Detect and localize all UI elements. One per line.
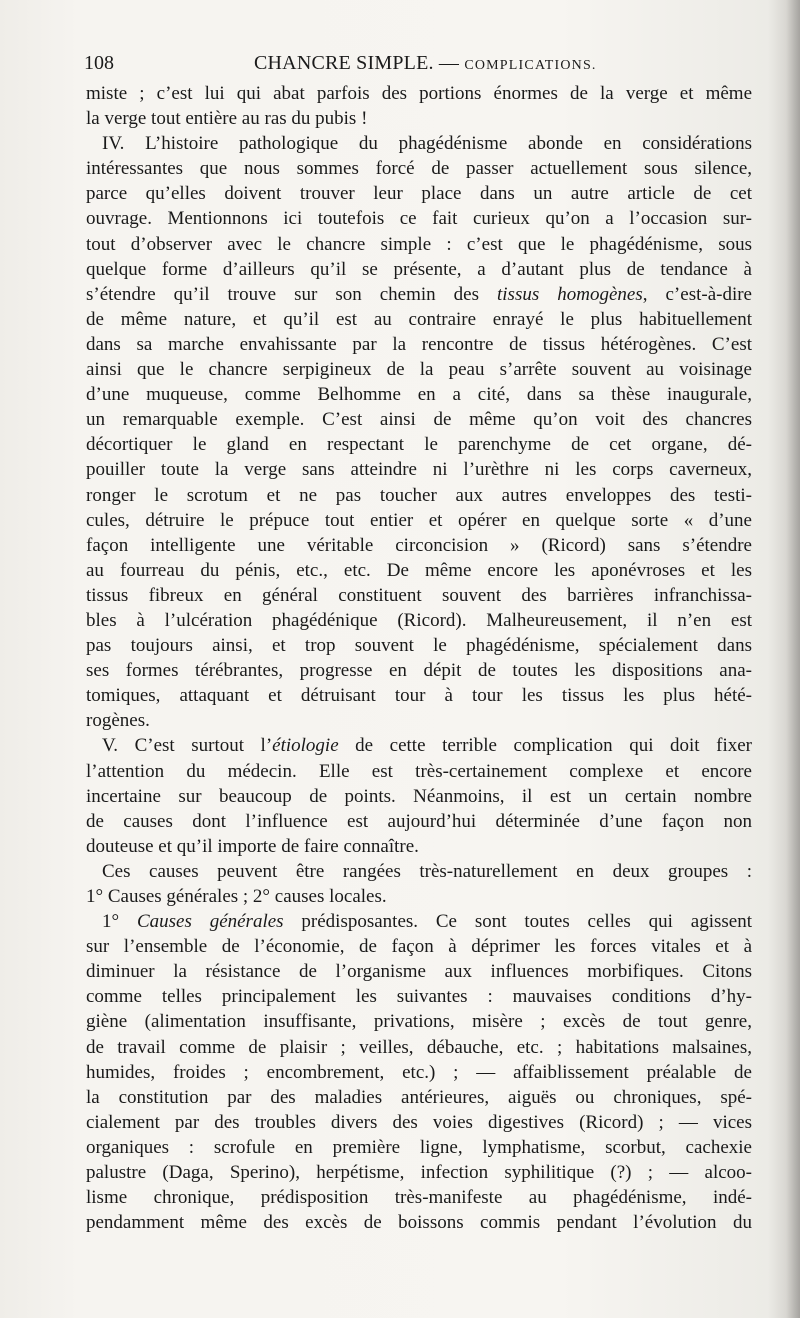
line-text: prédisposantes. Ce sont toutes celles qui agissent (283, 911, 752, 933)
text-line (86, 232, 752, 257)
line-text: de travail comme de plaisir ; veilles, débauche, etc. ; habitations malsaines, (86, 1036, 752, 1058)
line-text: lisme chronique, prédisposition très-manifeste au phagédénisme, indé- (86, 1187, 752, 1209)
text-line (86, 1210, 752, 1235)
text-line (86, 683, 752, 708)
text-line (86, 934, 752, 959)
line-text: organiques : scrofule en première ligne, lymphatisme, scorbut, cachexie (86, 1136, 752, 1158)
text-line (86, 307, 752, 332)
running-title-dash: — (438, 52, 460, 74)
line-text: diminuer la résistance de l’organisme aux influences morbifiques. Citons (86, 961, 752, 983)
text-line (86, 1160, 752, 1185)
line-text: ainsi que le chancre serpigineux de la peau s’arrête souvent au voisinage (86, 359, 752, 381)
italic-term: étiologie (272, 735, 339, 757)
text-line (86, 483, 752, 508)
body-text (86, 81, 752, 1235)
line-text: au fourreau du pénis, etc., etc. De même encore les aponévroses et les (86, 559, 752, 581)
line-text: cialement par des troubles divers des voies digestives (Ricord) ; — vices (86, 1111, 752, 1133)
text-line (86, 1135, 752, 1160)
page-edge-shadow (786, 0, 800, 1318)
line-text: 1° (102, 911, 137, 933)
page-number: 108 (84, 52, 114, 74)
text-line (86, 1185, 752, 1210)
text-line (86, 533, 752, 558)
line-text: ses formes térébrantes, progresse en dépit de toutes les dispositions ana- (86, 660, 752, 682)
text-line (86, 608, 752, 633)
text-line (86, 457, 752, 482)
line-text: giène (alimentation insuffisante, privations, misère ; excès de tout genre, (86, 1011, 752, 1033)
text-line (86, 156, 752, 181)
text-line (86, 257, 752, 282)
running-header (84, 52, 752, 82)
text-line (86, 432, 752, 457)
text-line (86, 1085, 752, 1110)
line-text: incertaine sur beaucoup de points. Néanmoins, il est un certain nombre (86, 785, 752, 807)
text-line (86, 106, 752, 131)
line-text: façon intelligente une véritable circoncision » (Ricord) sans s’étendre (86, 534, 752, 556)
text-line (86, 1009, 752, 1034)
text-line (86, 809, 752, 834)
text-line (86, 81, 752, 106)
text-line (86, 332, 752, 357)
text-line (86, 131, 752, 156)
line-text: l’attention du médecin. Elle est très-certainement complexe et encore (86, 760, 752, 782)
line-text: tomiques, attaquant et détruisant tour à tour les tissus les plus hété- (86, 685, 752, 707)
line-text: tout d’observer avec le chancre simple : c’est que le phagédénisme, sous (86, 233, 752, 255)
line-text: la verge tout entière au ras du pubis ! (86, 108, 368, 130)
text-line (86, 984, 752, 1009)
line-text: la constitution par des maladies antérieures, aiguës ou chroniques, spé- (86, 1086, 752, 1108)
line-text: parce qu’elles doivent trouver leur place dans un autre article de cet (86, 183, 752, 205)
line-text: décortiquer le gland en respectant le parenchyme de cet organe, dé- (86, 434, 752, 456)
line-text: humides, froides ; encombrement, etc.) ; — affaiblissement préalable de (86, 1061, 752, 1083)
text-line (86, 784, 752, 809)
line-text: de même nature, et qu’il est au contraire enrayé le plus habituellement (86, 308, 752, 330)
text-line (86, 759, 752, 784)
text-line (86, 382, 752, 407)
line-text: miste ; c’est lui qui abat parfois des portions énormes de la verge et même (86, 83, 752, 104)
running-title-section: COMPLICATIONS. (464, 58, 597, 73)
text-line (86, 633, 752, 658)
line-text: rogènes. (86, 710, 150, 732)
line-text: ronger le scrotum et ne pas toucher aux autres enveloppes des testi- (86, 484, 752, 506)
line-text: dans sa marche envahissante par la rencontre de tissus hétérogènes. C’est (86, 333, 752, 355)
running-title (254, 52, 597, 75)
line-text: s’étendre qu’il trouve sur son chemin des (86, 283, 497, 305)
line-text: IV. L’histoire pathologique du phagédénisme abonde en considérations (102, 133, 752, 155)
text-line (86, 558, 752, 583)
text-line (86, 357, 752, 382)
line-text: sur l’ensemble de l’économie, de façon à déprimer les forces vitales et à (86, 936, 752, 958)
line-text: palustre (Daga, Sperino), herpétisme, infection syphilitique (?) ; — alcoo- (86, 1162, 752, 1184)
text-line (86, 909, 752, 934)
line-text: V. C’est surtout l’ (102, 735, 273, 757)
text-line (86, 708, 752, 733)
text-line (86, 884, 752, 909)
line-text: de causes dont l’influence est aujourd’hui déterminée d’une façon non (86, 810, 752, 832)
text-line (86, 834, 752, 859)
text-line (86, 859, 752, 884)
line-text: Ces causes peuvent être rangées très-naturellement en deux groupes : (102, 860, 752, 882)
text-line (86, 1060, 752, 1085)
text-line (86, 733, 752, 758)
line-text: comme telles principalement les suivantes : mauvaises conditions d’hy- (86, 986, 752, 1008)
text-line (86, 1110, 752, 1135)
line-text: pouiller toute la verge sans atteindre ni l’urèthre ni les corps caverneux, (86, 459, 752, 481)
running-title-main: CHANCRE SIMPLE. (254, 52, 434, 74)
line-text: pas toujours ainsi, et trop souvent le phagédénisme, spécialement dans (86, 635, 752, 657)
line-text: quelque forme d’ailleurs qu’il se présente, a d’autant plus de tendance à (86, 258, 752, 280)
text-line (86, 959, 752, 984)
text-line (86, 181, 752, 206)
line-text: intéressantes que nous sommes forcé de passer actuellement sous silence, (86, 158, 752, 180)
line-text: ouvrage. Mentionnons ici toutefois ce fait curieux qu’on a l’occasion sur- (86, 208, 752, 230)
text-line (86, 206, 752, 231)
line-text: cules, détruire le prépuce tout entier et opérer en quelque sorte « d’une (86, 509, 752, 531)
text-line (86, 407, 752, 432)
line-text: tissus fibreux en général constituent souvent des barrières infranchissa- (86, 584, 752, 606)
text-line (86, 508, 752, 533)
line-text: un remarquable exemple. C’est ainsi de même qu’on voit des chancres (86, 409, 752, 431)
line-text: , c’est-à-dire (642, 283, 752, 305)
text-line (86, 282, 752, 307)
italic-term: Causes générales (136, 911, 284, 933)
line-text: douteuse et qu’il importe de faire connaître. (86, 835, 419, 857)
line-text: de cette terrible complication qui doit fixer (338, 735, 752, 757)
line-text: pendamment même des excès de boissons commis pendant l’évolution du (86, 1212, 752, 1234)
line-text: 1° Causes générales ; 2° causes locales. (86, 886, 387, 907)
text-line (86, 583, 752, 608)
text-line (86, 658, 752, 683)
text-line (86, 1035, 752, 1060)
line-text: d’une muqueuse, comme Belhomme en a cité, dans sa thèse inaugurale, (86, 384, 752, 406)
italic-term: tissus homogènes (497, 283, 643, 305)
line-text: bles à l’ulcération phagédénique (Ricord). Malheureusement, il n’en est (86, 609, 752, 631)
